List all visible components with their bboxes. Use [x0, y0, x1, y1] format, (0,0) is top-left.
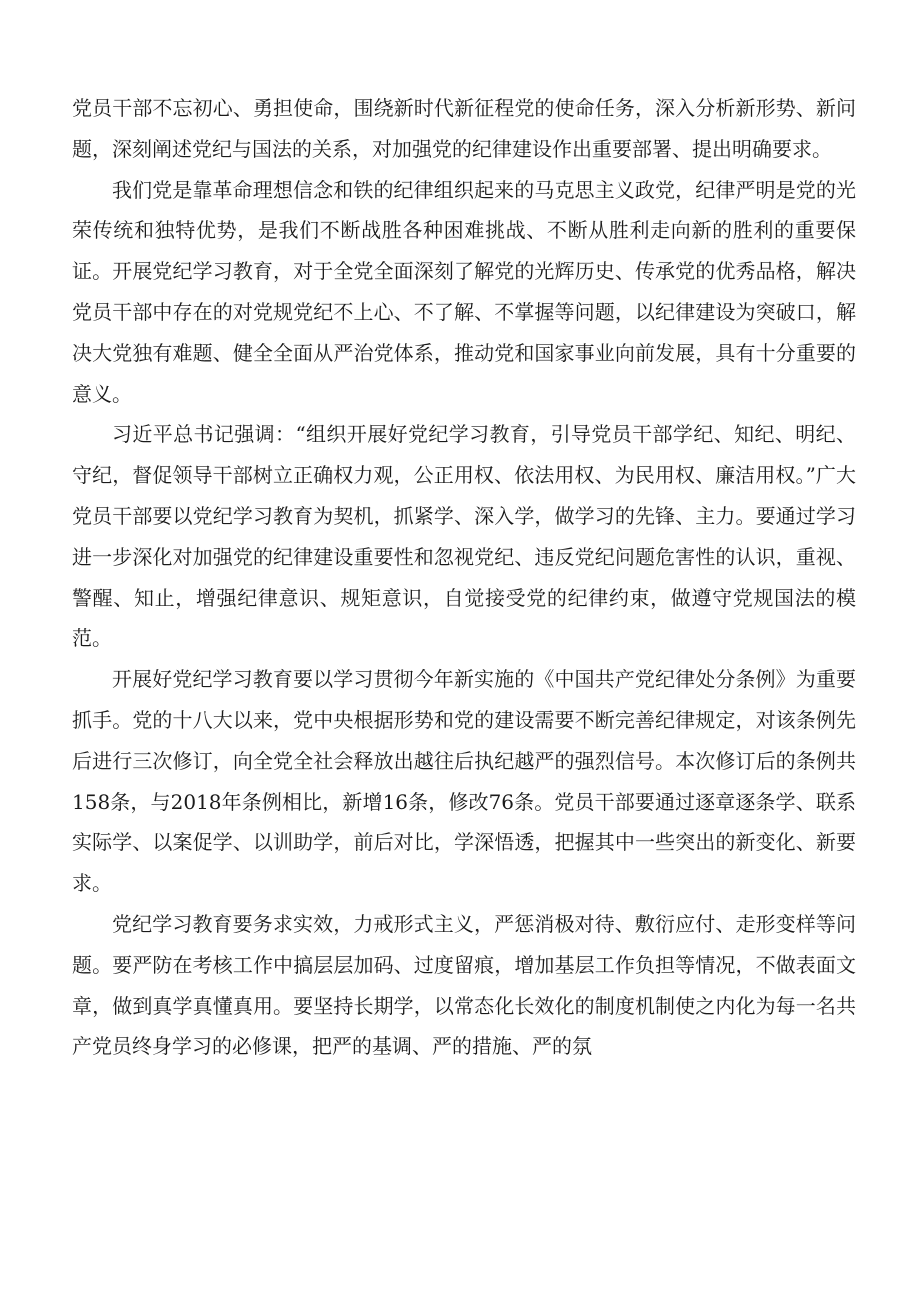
paragraph-disciplinary-regulations: 开展好党纪学习教育要以学习贯彻今年新实施的《中国共产党纪律处分条例》为重要抓手。党的十八大以来，党中央根据形势和党的建设需要不断完善纪律规定，对该条例先后进行三次修订，向全党全社会释放出越往后执纪越严的强烈信号。本次修订后的条例共158条，与2018年条例相比，新增16条，修改76条。党员干部要通过逐章逐条学、联系实际学、以案促学、以训助学，前后对比，学深悟透，把握其中一些突出的新变化、新要求。: [72, 667, 856, 896]
paragraph-practical-results: 党纪学习教育要务求实效，力戒形式主义，严惩消极对待、敷衍应付、走形变样等问题。要严防在考核工作中搞层层加码、过度留痕，增加基层工作负担等情况，不做表面文章，做到真学真懂真用。要坚持长期学，以常态化长效化的制度机制使之内化为每一名共产党员终身学习的必修课，把严的基调、严的措施、严的氛: [72, 911, 856, 1059]
paragraph-party-discipline-tradition: 我们党是靠革命理想信念和铁的纪律组织起来的马克思主义政党，纪律严明是党的光荣传统和独特优势，是我们不断战胜各种困难挑战、不断从胜利走向新的胜利的重要保证。开展党纪学习教育，对于全党全面深刻了解党的光辉历史、传承党的优秀品格，解决党员干部中存在的对党规党纪不上心、不了解、不掌握等问题，以纪律建设为突破口，解决大党独有难题、健全全面从严治党体系，推动党和国家事业向前发展，具有十分重要的意义。: [72, 177, 856, 406]
paragraph-xi-quote: 习近平总书记强调：“组织开展好党纪学习教育，引导党员干部学纪、知纪、明纪、守纪，督促领导干部树立正确权力观，公正用权、依法用权、为民用权、廉洁用权。”广大党员干部要以党纪学习教育为契机，抓紧学、深入学，做学习的先锋、主力。要通过学习进一步深化对加强党的纪律建设重要性和忽视党纪、违反党纪问题危害性的认识，重视、警醒、知止，增强纪律意识、规矩意识，自觉接受党的纪律约束，做遵守党规国法的模范。: [72, 422, 856, 651]
paragraph-continued: 党员干部不忘初心、勇担使命，围绕新时代新征程党的使命任务，深入分析新形势、新问题，深刻阐述党纪与国法的关系，对加强党的纪律建设作出重要部署、提出明确要求。: [72, 96, 856, 161]
document-body: [72, 88, 856, 1067]
